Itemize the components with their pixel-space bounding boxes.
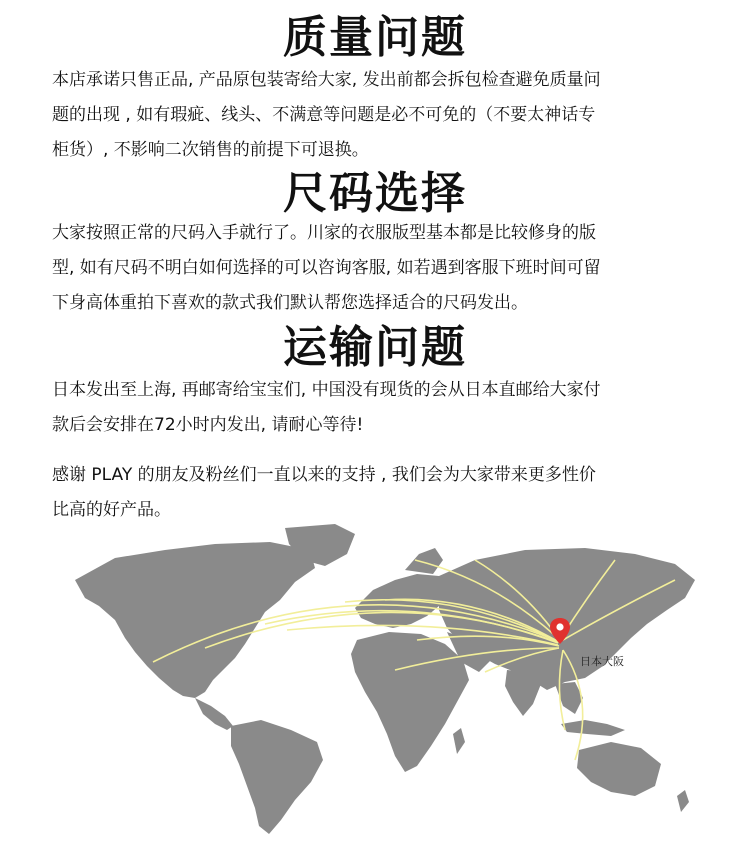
africa-shape — [351, 632, 469, 772]
landmass-group — [75, 524, 695, 834]
paragraph-line: 感谢 PLAY 的朋友及粉丝们一直以来的支持 , 我们会为大家带来更多性价 — [52, 465, 596, 485]
paragraph-line: 日本发出至上海, 再邮寄给宝宝们, 中国没有现货的会从日本直邮给大家付 — [52, 380, 601, 400]
heading-size: 尺码选择 — [283, 168, 467, 219]
world-map-graphic — [55, 520, 705, 840]
new-zealand-shape — [677, 790, 689, 812]
paragraph-line: 比高的好产品。 — [52, 500, 171, 520]
map-pin-label: 日本大阪 — [580, 655, 624, 668]
paragraph-line: 大家按照正常的尺码入手就行了。川家的衣服版型基本都是比较修身的版 — [52, 223, 596, 243]
world-map — [55, 520, 705, 840]
paragraph-line: 款后会安排在72小时内发出, 请耐心等待! — [52, 415, 364, 435]
scandinavia-shape — [405, 548, 443, 574]
paragraph-quality — [52, 63, 700, 168]
madagascar-shape — [453, 728, 465, 754]
paragraph-shipping — [52, 373, 700, 443]
indonesia-shape — [561, 720, 625, 736]
heading-shipping: 运输问题 — [283, 322, 467, 373]
south-america-shape — [231, 720, 323, 834]
heading-quality: 质量问题 — [283, 12, 467, 63]
paragraph-thanks — [52, 458, 700, 528]
paragraph-size — [52, 216, 700, 321]
north-america-shape — [75, 542, 315, 698]
central-america-shape — [195, 698, 233, 730]
paragraph-line: 柜货）, 不影响二次销售的前提下可退换。 — [52, 140, 369, 160]
paragraph-line: 题的出现 , 如有瑕疵、线头、不满意等问题是必不可免的（不要太神话专 — [52, 105, 596, 125]
paragraph-line: 下身高体重拍下喜欢的款式我们默认帮您选择适合的尺码发出。 — [52, 293, 528, 313]
paragraph-line: 本店承诺只售正品, 产品原包装寄给大家, 发出前都会拆包检查避免质量问 — [52, 70, 601, 90]
australia-shape — [577, 742, 661, 796]
paragraph-line: 型, 如有尺码不明白如何选择的可以咨询客服, 如若遇到客服下班时间可留 — [52, 258, 601, 278]
